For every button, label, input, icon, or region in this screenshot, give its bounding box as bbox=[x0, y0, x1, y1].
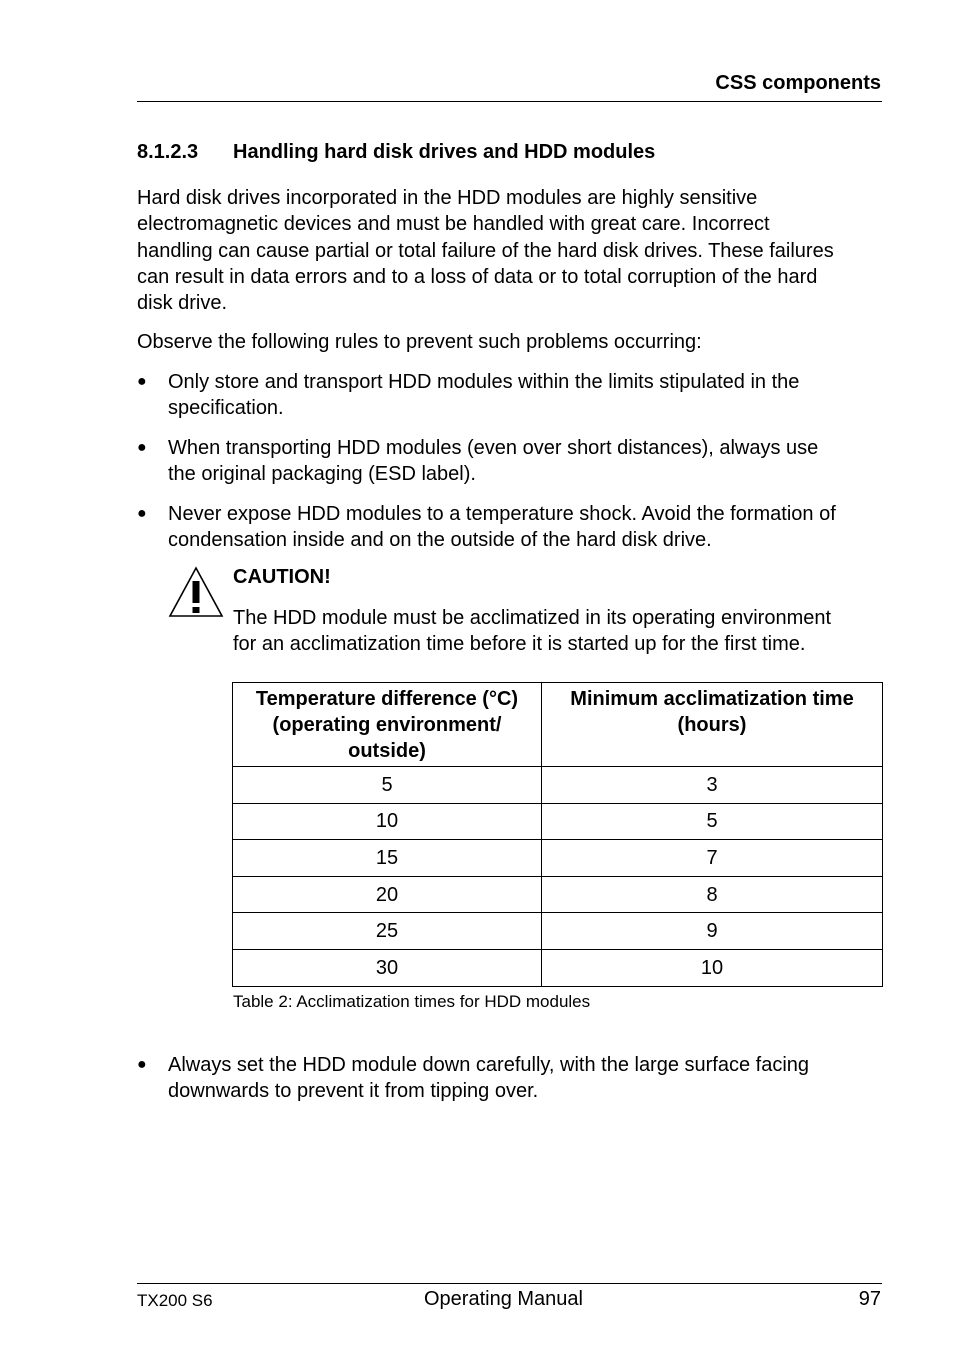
intro-paragraph bbox=[137, 185, 882, 316]
bullet-line: Only store and transport HDD modules within the limits stipulated in the bbox=[168, 371, 800, 393]
header-line: outside) bbox=[348, 740, 426, 762]
table-row bbox=[233, 840, 883, 877]
table-row bbox=[233, 913, 883, 950]
header-line: (operating environment/ bbox=[272, 714, 502, 736]
table-cell-time: 7 bbox=[542, 840, 883, 877]
bullet-line: When transporting HDD modules (even over short distances), always use bbox=[168, 437, 819, 459]
footer-product: TX200 S6 bbox=[137, 1291, 213, 1310]
table-cell-temperature: 15 bbox=[233, 840, 542, 877]
bullet-line: Always set the HDD module down carefully, with the large surface facing bbox=[168, 1054, 810, 1076]
table-row bbox=[233, 767, 883, 804]
table-row bbox=[233, 949, 883, 986]
table-row bbox=[233, 803, 883, 840]
bullet-dot-icon: ● bbox=[137, 1056, 147, 1073]
table-cell-temperature: 20 bbox=[233, 876, 542, 913]
caution-text bbox=[233, 605, 883, 658]
intro-line: Hard disk drives incorporated in the HDD modules are highly sensitive bbox=[137, 187, 758, 209]
bullet-line: specification. bbox=[168, 397, 284, 420]
caution-triangle-icon bbox=[168, 566, 224, 618]
table-header-time bbox=[542, 683, 883, 767]
caution-line: for an acclimatization time before it is started up for the first time. bbox=[233, 633, 806, 656]
bullet-text bbox=[168, 435, 882, 488]
bullet-line: downwards to prevent it from tipping over. bbox=[168, 1080, 539, 1103]
footer-doc-title: Operating Manual bbox=[424, 1288, 583, 1310]
bullet-text bbox=[168, 501, 882, 554]
table-header-row bbox=[233, 683, 883, 767]
bullet-text bbox=[168, 369, 882, 422]
table-cell-time: 5 bbox=[542, 803, 883, 840]
bullet-line: condensation inside and on the outside of the hard disk drive. bbox=[168, 529, 712, 552]
bullet-item bbox=[137, 369, 882, 422]
header-line: (hours) bbox=[677, 714, 747, 736]
intro-line: disk drive. bbox=[137, 292, 228, 315]
caution-title: CAUTION! bbox=[233, 566, 331, 588]
acclimatization-table bbox=[232, 682, 883, 987]
table-cell-time: 9 bbox=[542, 913, 883, 950]
bullet-dot-icon: ● bbox=[137, 439, 147, 456]
table-row bbox=[233, 876, 883, 913]
table-cell-time: 3 bbox=[542, 767, 883, 804]
intro-line: electromagnetic devices and must be handled with great care. Incorrect bbox=[137, 213, 770, 236]
intro-line: can result in data errors and to a loss of data or to total corruption of the hard bbox=[137, 265, 818, 288]
header-line: Temperature difference (°C) bbox=[255, 688, 519, 710]
bullet-dot-icon: ● bbox=[137, 505, 147, 522]
header-divider bbox=[137, 101, 882, 102]
bullet-line: the original packaging (ESD label). bbox=[168, 463, 476, 486]
header-line: Minimum acclimatization time bbox=[570, 688, 854, 710]
caution-line: The HDD module must be acclimatized in its operating environment bbox=[233, 607, 832, 629]
section-number: 8.1.2.3 bbox=[137, 141, 199, 163]
bullet-text bbox=[168, 1052, 882, 1105]
running-header-title: CSS components bbox=[715, 72, 881, 94]
table-cell-temperature: 5 bbox=[233, 767, 542, 804]
bullet-item bbox=[137, 435, 882, 488]
bullet-dot-icon: ● bbox=[137, 373, 147, 390]
table-header-temperature bbox=[233, 683, 542, 767]
bullet-line: Never expose HDD modules to a temperature shock. Avoid the formation of bbox=[168, 503, 836, 525]
section-heading bbox=[137, 141, 655, 164]
bullet-item bbox=[137, 501, 882, 554]
table-cell-temperature: 10 bbox=[233, 803, 542, 840]
table-cell-temperature: 25 bbox=[233, 913, 542, 950]
section-title: Handling hard disk drives and HDD modules bbox=[233, 141, 656, 163]
rules-lead-paragraph: Observe the following rules to prevent such problems occurring: bbox=[137, 331, 702, 353]
table-cell-temperature: 30 bbox=[233, 949, 542, 986]
table-caption: Table 2: Acclimatization times for HDD modules bbox=[233, 992, 591, 1011]
table-cell-time: 10 bbox=[542, 949, 883, 986]
bullet-item bbox=[137, 1052, 882, 1105]
page-number: 97 bbox=[858, 1288, 881, 1310]
footer-divider bbox=[137, 1283, 882, 1284]
intro-line: handling can cause partial or total failure of the hard disk drives. These failures bbox=[137, 239, 834, 262]
table-cell-time: 8 bbox=[542, 876, 883, 913]
